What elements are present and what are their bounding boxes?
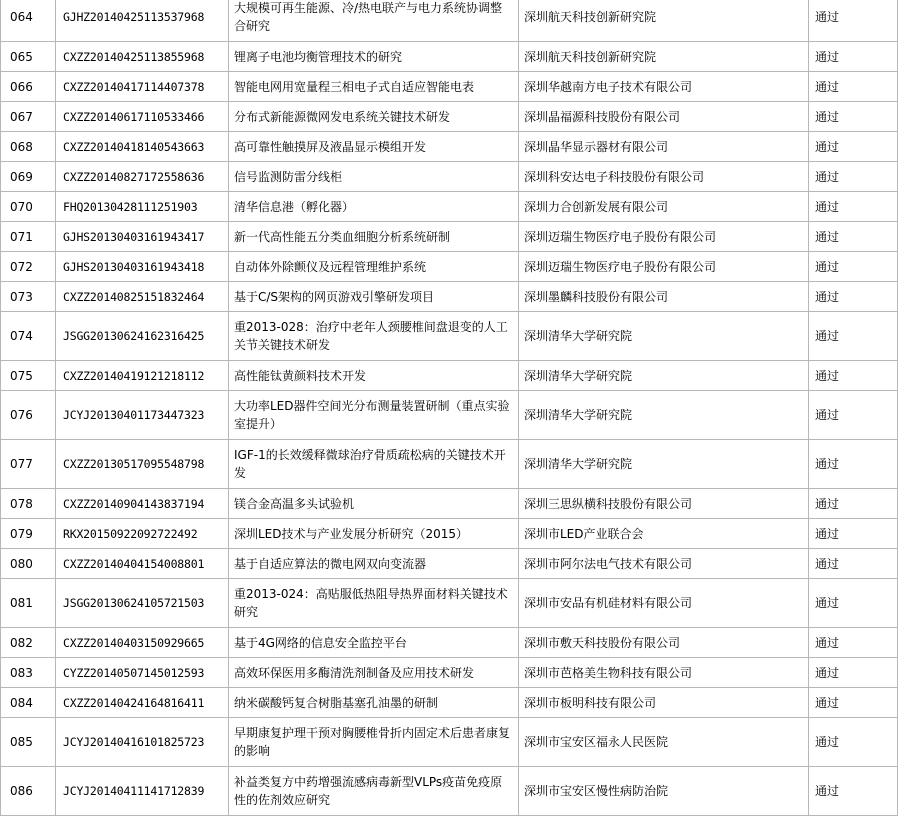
acceptance-result: 通过 bbox=[809, 519, 898, 549]
undertaking-unit: 深圳市敷天科技股份有限公司 bbox=[519, 628, 809, 658]
undertaking-unit: 深圳市宝安区慢性病防治院 bbox=[519, 767, 809, 816]
project-name: 智能电网用宽量程三相电子式自适应智能电表 bbox=[229, 72, 519, 102]
undertaking-unit: 深圳清华大学研究院 bbox=[519, 312, 809, 361]
project-code: GJHZ20140425113537968 bbox=[56, 0, 229, 42]
project-name: 锂离子电池均衡管理技术的研究 bbox=[229, 42, 519, 72]
row-number: 073 bbox=[1, 282, 56, 312]
row-number: 079 bbox=[1, 519, 56, 549]
project-name: 高性能钛黄颜料技术开发 bbox=[229, 361, 519, 391]
row-number: 066 bbox=[1, 72, 56, 102]
acceptance-result: 通过 bbox=[809, 489, 898, 519]
undertaking-unit: 深圳航天科技创新研究院 bbox=[519, 42, 809, 72]
table-row bbox=[1, 361, 898, 391]
project-code: CXZZ20140904143837194 bbox=[56, 489, 229, 519]
table-row bbox=[1, 0, 898, 42]
table-row bbox=[1, 718, 898, 767]
project-name: 补益类复方中药增强流感病毒新型VLPs疫苗免疫原性的佐剂效应研究 bbox=[229, 767, 519, 816]
project-code: CXZZ20140617110533466 bbox=[56, 102, 229, 132]
undertaking-unit: 深圳市阿尔法电气技术有限公司 bbox=[519, 549, 809, 579]
row-number: 083 bbox=[1, 658, 56, 688]
undertaking-unit: 深圳迈瑞生物医疗电子股份有限公司 bbox=[519, 222, 809, 252]
project-name: 重2013-028：治疗中老年人颈腰椎间盘退变的人工关节关键技术研发 bbox=[229, 312, 519, 361]
table-row bbox=[1, 628, 898, 658]
row-number: 075 bbox=[1, 361, 56, 391]
project-code: GJHS20130403161943418 bbox=[56, 252, 229, 282]
project-code: CXZZ20140825151832464 bbox=[56, 282, 229, 312]
undertaking-unit: 深圳市LED产业联合会 bbox=[519, 519, 809, 549]
project-name: 信号监测防雷分线柜 bbox=[229, 162, 519, 192]
table-row bbox=[1, 162, 898, 192]
project-code: GJHS20130403161943417 bbox=[56, 222, 229, 252]
table-row bbox=[1, 312, 898, 361]
table-row bbox=[1, 132, 898, 162]
undertaking-unit: 深圳墨麟科技股份有限公司 bbox=[519, 282, 809, 312]
row-number: 070 bbox=[1, 192, 56, 222]
table-row bbox=[1, 192, 898, 222]
acceptance-result: 通过 bbox=[809, 192, 898, 222]
project-code: CXZZ20140419121218112 bbox=[56, 361, 229, 391]
row-number: 065 bbox=[1, 42, 56, 72]
acceptance-result: 通过 bbox=[809, 658, 898, 688]
project-code: CXZZ20140417114407378 bbox=[56, 72, 229, 102]
undertaking-unit: 深圳迈瑞生物医疗电子股份有限公司 bbox=[519, 252, 809, 282]
acceptance-result: 通过 bbox=[809, 252, 898, 282]
project-name: 大功率LED器件空间光分布测量装置研制（重点实验室提升） bbox=[229, 391, 519, 440]
row-number: 084 bbox=[1, 688, 56, 718]
undertaking-unit: 深圳市芭格美生物科技有限公司 bbox=[519, 658, 809, 688]
table-row bbox=[1, 440, 898, 489]
row-number: 077 bbox=[1, 440, 56, 489]
project-name: 深圳LED技术与产业发展分析研究（2015） bbox=[229, 519, 519, 549]
table-row bbox=[1, 688, 898, 718]
table-row bbox=[1, 72, 898, 102]
project-code: JSGG20130624162316425 bbox=[56, 312, 229, 361]
acceptance-result: 通过 bbox=[809, 0, 898, 42]
acceptance-result: 通过 bbox=[809, 579, 898, 628]
row-number: 067 bbox=[1, 102, 56, 132]
undertaking-unit: 深圳航天科技创新研究院 bbox=[519, 0, 809, 42]
acceptance-result: 通过 bbox=[809, 162, 898, 192]
acceptance-result: 通过 bbox=[809, 440, 898, 489]
table-body bbox=[1, 0, 898, 816]
row-number: 080 bbox=[1, 549, 56, 579]
undertaking-unit: 深圳力合创新发展有限公司 bbox=[519, 192, 809, 222]
table-row bbox=[1, 222, 898, 252]
row-number: 081 bbox=[1, 579, 56, 628]
project-code: CXZZ20140418140543663 bbox=[56, 132, 229, 162]
project-name: 基于C/S架构的网页游戏引擎研发项目 bbox=[229, 282, 519, 312]
acceptance-result: 通过 bbox=[809, 222, 898, 252]
undertaking-unit: 深圳市板明科技有限公司 bbox=[519, 688, 809, 718]
table-row bbox=[1, 391, 898, 440]
row-number: 069 bbox=[1, 162, 56, 192]
table-row bbox=[1, 252, 898, 282]
undertaking-unit: 深圳清华大学研究院 bbox=[519, 361, 809, 391]
row-number: 072 bbox=[1, 252, 56, 282]
undertaking-unit: 深圳晶华显示器材有限公司 bbox=[519, 132, 809, 162]
row-number: 064 bbox=[1, 0, 56, 42]
project-name: 纳米碳酸钙复合树脂基塞孔油墨的研制 bbox=[229, 688, 519, 718]
row-number: 068 bbox=[1, 132, 56, 162]
acceptance-result: 通过 bbox=[809, 282, 898, 312]
table-row bbox=[1, 658, 898, 688]
undertaking-unit: 深圳市安品有机硅材料有限公司 bbox=[519, 579, 809, 628]
project-name: 早期康复护理干预对胸腰椎骨折内固定术后患者康复的影响 bbox=[229, 718, 519, 767]
row-number: 076 bbox=[1, 391, 56, 440]
project-name: IGF-1的长效缓释微球治疗骨质疏松病的关键技术开发 bbox=[229, 440, 519, 489]
project-code: CXZZ20140425113855968 bbox=[56, 42, 229, 72]
project-code: CXZZ20130517095548798 bbox=[56, 440, 229, 489]
project-code: CXZZ20140827172558636 bbox=[56, 162, 229, 192]
undertaking-unit: 深圳清华大学研究院 bbox=[519, 440, 809, 489]
project-name: 清华信息港（孵化器） bbox=[229, 192, 519, 222]
project-name: 自动体外除颤仪及远程管理维护系统 bbox=[229, 252, 519, 282]
undertaking-unit: 深圳晶福源科技股份有限公司 bbox=[519, 102, 809, 132]
row-number: 082 bbox=[1, 628, 56, 658]
table-row bbox=[1, 42, 898, 72]
table-row bbox=[1, 489, 898, 519]
project-name: 高效环保医用多酶清洗剂制备及应用技术研发 bbox=[229, 658, 519, 688]
table-row bbox=[1, 519, 898, 549]
project-name: 高可靠性触摸屏及液晶显示模组开发 bbox=[229, 132, 519, 162]
project-code: JCYJ20140411141712839 bbox=[56, 767, 229, 816]
project-name: 分布式新能源微网发电系统关键技术研发 bbox=[229, 102, 519, 132]
project-name: 基于自适应算法的微电网双向变流器 bbox=[229, 549, 519, 579]
acceptance-result: 通过 bbox=[809, 72, 898, 102]
project-code: JCYJ20130401173447323 bbox=[56, 391, 229, 440]
project-code: JSGG20130624105721503 bbox=[56, 579, 229, 628]
project-code: CXZZ20140424164816411 bbox=[56, 688, 229, 718]
acceptance-result: 通过 bbox=[809, 132, 898, 162]
undertaking-unit: 深圳科安达电子科技股份有限公司 bbox=[519, 162, 809, 192]
table-row bbox=[1, 102, 898, 132]
row-number: 074 bbox=[1, 312, 56, 361]
project-code: RKX20150922092722492 bbox=[56, 519, 229, 549]
row-number: 085 bbox=[1, 718, 56, 767]
project-code: CXZZ20140403150929665 bbox=[56, 628, 229, 658]
acceptance-result: 通过 bbox=[809, 391, 898, 440]
project-name: 重2013-024：高贴服低热阻导热界面材料关键技术研究 bbox=[229, 579, 519, 628]
undertaking-unit: 深圳市宝安区福永人民医院 bbox=[519, 718, 809, 767]
acceptance-result: 通过 bbox=[809, 361, 898, 391]
project-code: CXZZ20140404154008801 bbox=[56, 549, 229, 579]
project-name: 新一代高性能五分类血细胞分析系统研制 bbox=[229, 222, 519, 252]
project-code: CYZZ20140507145012593 bbox=[56, 658, 229, 688]
acceptance-result: 通过 bbox=[809, 42, 898, 72]
acceptance-result: 通过 bbox=[809, 718, 898, 767]
table-row bbox=[1, 579, 898, 628]
table-row bbox=[1, 282, 898, 312]
project-name: 镁合金高温多头试验机 bbox=[229, 489, 519, 519]
project-code: FHQ20130428111251903 bbox=[56, 192, 229, 222]
table-row bbox=[1, 549, 898, 579]
undertaking-unit: 深圳清华大学研究院 bbox=[519, 391, 809, 440]
acceptance-result: 通过 bbox=[809, 688, 898, 718]
acceptance-result: 通过 bbox=[809, 628, 898, 658]
project-name: 基于4G网络的信息安全监控平台 bbox=[229, 628, 519, 658]
undertaking-unit: 深圳华越南方电子技术有限公司 bbox=[519, 72, 809, 102]
acceptance-result: 通过 bbox=[809, 102, 898, 132]
undertaking-unit: 深圳三思纵横科技股份有限公司 bbox=[519, 489, 809, 519]
project-code: JCYJ20140416101825723 bbox=[56, 718, 229, 767]
acceptance-result: 通过 bbox=[809, 549, 898, 579]
row-number: 086 bbox=[1, 767, 56, 816]
row-number: 078 bbox=[1, 489, 56, 519]
table-row bbox=[1, 767, 898, 816]
acceptance-result: 通过 bbox=[809, 312, 898, 361]
row-number: 071 bbox=[1, 222, 56, 252]
acceptance-result: 通过 bbox=[809, 767, 898, 816]
project-name: 大规模可再生能源、冷/热电联产与电力系统协调整合研究 bbox=[229, 0, 519, 42]
